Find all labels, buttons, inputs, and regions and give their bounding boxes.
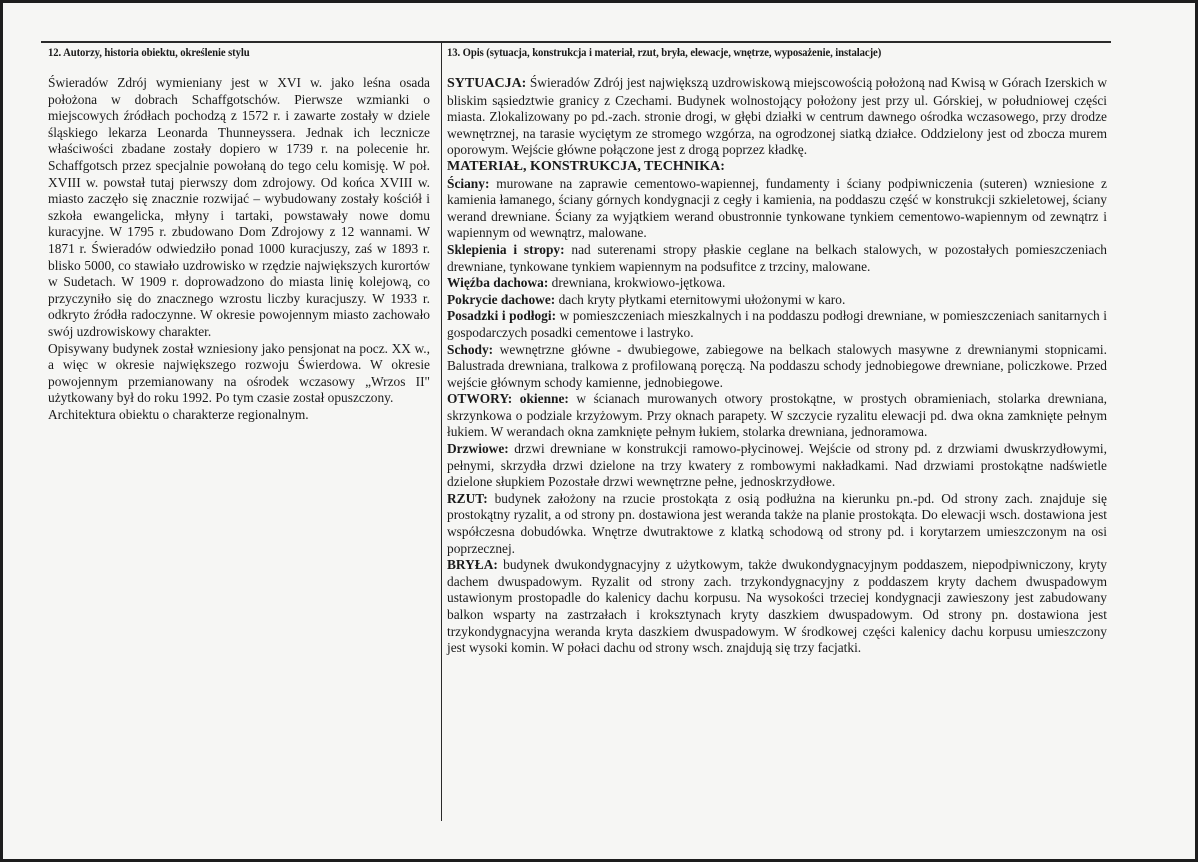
- history-column: [48, 44, 430, 423]
- walls-text: murowane na zaprawie cementowo-wapiennej, fundamenty i ściany podpiwniczenia (suteren) wzniesione z kamienia łamanego, ściany górnych kondygnacji z cegły i kamienia, na poddaszu część w konstrukcji szkieletowej, ściany werand drewniane. Ściany za wyjątkiem werand obustronnie tynkowane tynkiem cementowo-wapiennym od zewnątrz i wapiennym od wewnątrz, malowane.: [447, 175, 1107, 241]
- roofing-paragraph: [447, 292, 1107, 309]
- floors-text: w pomieszczeniach mieszkalnych i na poddaszu podłogi drewniane, w pomieszczeniach sanitarnych i gospodarczych posadki cementowe i lastryko.: [447, 308, 1108, 340]
- massing-text: budynek dwukondygnacyjny z użytkowym, także dwukondygnacyjnym poddaszem, niepodpiwniczony, kryty dachem dwuspadowym. Ryzalit od strony zach. trzykondygnacyjny z poddaszem kryty dachem dwuspadowym ustawionym prostopadle do kalenicy dachu korpusu. Na wysokości trzeciej kondygnacji zawieszony jest zabudowany balkon wsparty na zastrzałach i kroksztynach kryty daszkiem dwuspadowym. Od strony pn. dostawiona jest trzykondygnacyjna weranda kryta daszkiem dwuspadowym. W środkowej części kalenicy dachu korpusu umieszczony jest wysoki komin. W połaci dachu od strony wsch. znajdują się trzy facjatki.: [447, 557, 1107, 656]
- roof-truss-paragraph: [447, 275, 1107, 292]
- history-paragraph: Świeradów Zdrój wymieniany jest w XVI w. jako leśna osada położona w dobrach Schaffgotschów. Pierwsze wzmianki o miejscowych źródłach pochodzą z 1572 r. i zawarte zostały w dziele śląskiego lekarza Leonarda Thunneyssera. Jednak ich lecznicze właściwości zbadane zostały dopiero w 1739 r. na polecenie hr. Schaffgotsch przez specjalnie powołaną do tego celu komisję. W poł. XVIII w. powstał tutaj pierwszy dom zdrojowy. Od końca XVIII w. miasto zaczęło się znacznie rozwijać – wybudowany zostały kościół i szkoła ewangelicka, młyny i tartaki, powstawały nowe domu kuracyjne. W 1795 r. zbudowano Dom Zdrojowy z 12 wannami. W 1871 r. Świeradów odwiedziło ponad 1000 kuracjuszy, zaś w 1893 r. blisko 5000, co stawiało uzdrowisko w rzędzie największych kurortów w Sudetach. W 1909 r. doprowadzono do miasta linię kolejową, co przyczyniło się do znacznego wzrostu liczby kuracjuszy. W 1933 r. odkryto źródła radoczynne. W okresie powojennym miasto zachowało swój uzdrowiskowy charakter.: [48, 75, 430, 339]
- plan-label: RZUT:: [447, 490, 488, 506]
- doors-paragraph: [447, 441, 1107, 491]
- history-paragraph: Opisywany budynek został wzniesiony jako pensjonat na pocz. XX w., a więc w okresie największego rozwoju Świerdowa. W okresie powojennym przemianowany na ośrodek wczasowy „Wrzos II" użytkowany był do roku 1992. Po tym czasie został opuszczony.: [48, 340, 430, 406]
- ceilings-label: Sklepienia i stropy:: [447, 241, 565, 257]
- column-divider: [441, 41, 442, 821]
- floors-paragraph: [447, 308, 1107, 341]
- stairs-text: wewnętrzne główne - dwubiegowe, zabiegowe na belkach stalowych masywne z drewnianymi stopnicami. Balustrada drewniana, tralkowa z profilowaną poręczą. Na poddaszu schody jednobiegowe drewniane, policzkowe. Przed wejście głównym schody kamienne, jednobiegowe.: [447, 341, 1107, 390]
- roofing-text: dach kryty płytkami eternitowymi ułożonymi w karo.: [555, 291, 846, 307]
- description-body: [447, 75, 1107, 657]
- history-paragraph: Architektura obiektu o charakterze regionalnym.: [48, 406, 309, 422]
- plan-text: budynek założony na rzucie prostokąta z osią podłużna na kierunku pn.-pd. Od strony zach. znajduje się prostokątny ryzalit, a od strony pn. dostawiona jest weranda także na planie prostokąta. Do elewacji wsch. dostawiona jest współczesna dobudówka. Wnętrze dwutraktowe z klatką schodową od strony pd. i korytarzem umieszczonym na osi poprzecznej.: [447, 490, 1107, 556]
- massing-label: BRYŁA:: [447, 557, 498, 573]
- windows-paragraph: [447, 391, 1107, 441]
- stairs-paragraph: [447, 342, 1107, 392]
- situation-label: SYTUACJA:: [447, 76, 527, 91]
- plan-paragraph: [447, 491, 1107, 557]
- walls-label: Ściany:: [447, 175, 490, 191]
- roofing-label: Pokrycie dachowe:: [447, 291, 556, 307]
- history-body: [48, 75, 430, 423]
- description-column: [447, 44, 1107, 657]
- table-top-rule: [41, 41, 1111, 43]
- floors-label: Posadzki i podłogi:: [447, 308, 557, 324]
- windows-label: OTWORY: okienne:: [447, 391, 569, 407]
- ceilings-text: nad suterenami stropy płaskie ceglane na belkach stalowych, w pozostałych pomieszczeniach drewniane, tynkowane tynkiem wapiennym na podsufitce z trzciny, malowane.: [447, 241, 1107, 274]
- doors-text: drzwi drewniane w konstrukcji ramowo-płycinowej. Wejście od strony pd. z drzwiami dwuskrzydłowymi, pełnymi, skrzydła drzwi dzielone na trzy kwatery z rombowymi nakładkami. Nad drzwiami prostokątne nadświetle dzielone słupkiem Pozostałe drzwi wewnętrzne pełne, jednoskrzydłowe.: [447, 441, 1107, 490]
- scanned-page: [3, 3, 1195, 859]
- walls-paragraph: [447, 176, 1107, 242]
- ceilings-paragraph: [447, 242, 1107, 275]
- history-heading: 12. Autorzy, historia obiektu, określenie stylu: [48, 47, 250, 59]
- stairs-label: Schody:: [447, 341, 494, 357]
- description-heading: 13. Opis (sytuacja, konstrukcja i materiał, rzut, bryła, elewacje, wnętrze, wyposażenie, instalacje): [447, 47, 882, 59]
- massing-paragraph: [447, 557, 1107, 657]
- material-title: MATERIAŁ, KONSTRUKCJA, TECHNIKA:: [447, 158, 725, 174]
- situation-text: Świeradów Zdrój jest największą uzdrowiskową miejscowością położoną nad Kwisą w Górach Izerskich w bliskim sąsiedztwie granicy z Czechami. Budynek wolnostojący położony jest przy ul. Górskiej, w południowej części miasta. Zlokalizowany po pd.-zach. stronie drogi, w głębi działki w centrum dawnego ośrodka wczasowego, przy drodze wewnętrznej, na tarasie wyciętym ze stromego wzgórza, na ogrodzonej siatką działce. Oddzielony jest od zbocza murem oporowym. Wejście główne połączone jest z drogą poprzez kładkę.: [447, 75, 1107, 158]
- roof-truss-label: Więźba dachowa:: [447, 275, 549, 291]
- windows-text: w ścianach murowanych otwory prostokątne, w prostych obramieniach, stolarka drewniana, skrzynkowa o podziale krzyżowym. Przy oknach parapety. W szczycie ryzalitu elewacji pd. dwa okna zamknięte pełnym łukiem. W werandach okna zamknięte pełnym łukiem, stolarka drewniana, jednoramowa.: [447, 391, 1107, 440]
- roof-truss-text: drewniana, krokwiowo-jętkowa.: [548, 275, 726, 291]
- situation-paragraph: [447, 75, 1107, 159]
- doors-label: Drzwiowe:: [447, 441, 509, 457]
